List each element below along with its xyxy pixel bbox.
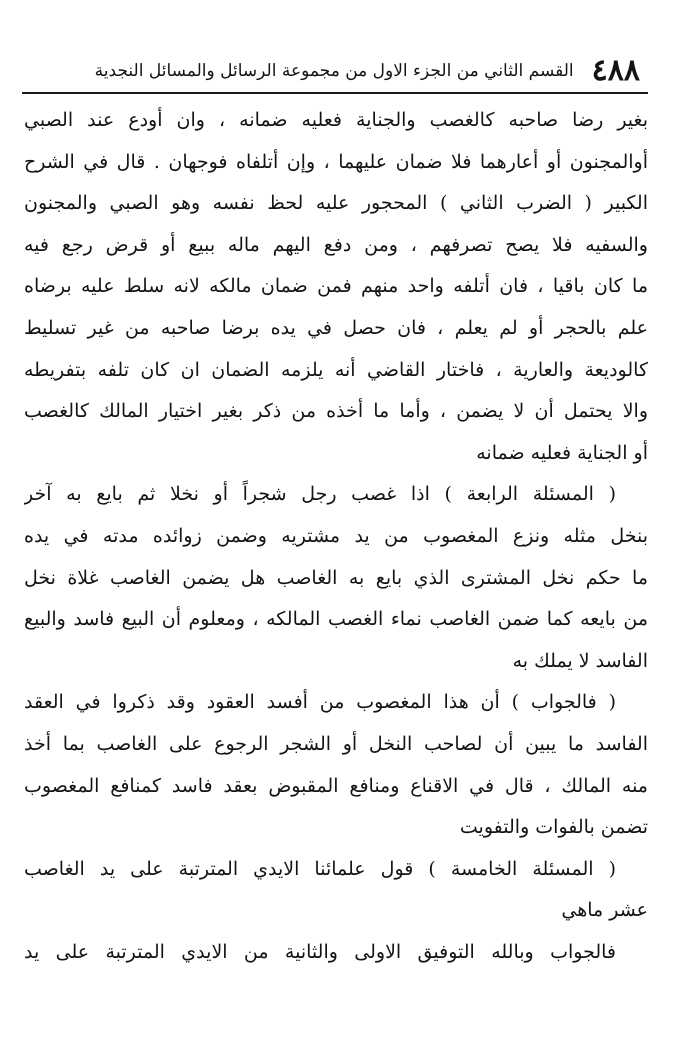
text-line: ما حكم نخل المشترى الذي بايع به الغاصب هل يضمن الغاصب غلاة نخل [24,566,648,589]
page-number: ٤٨٨ [591,53,640,88]
text-line: ( المسئلة الرابعة ) اذا غصب رجل شجراً أو نخلا ثم بايع به آخر [24,483,616,506]
text-line: ما كان باقيا ، فان أتلفه واحد منهم فمن ضمان مالكه لانه سلط عليه برضاه [24,275,648,298]
text-line: بنخل مثله ونزع المغصوب من يد مشتريه وضمن زوائده مدته في يده [24,524,648,547]
text-line: أو الجناية فعليه ضمانه [476,441,648,464]
text-line: علم بالحجر أو لم يعلم ، فان حصل في يده برضا صاحبه من غير تسليط [24,316,648,339]
running-title: القسم الثاني من الجزء الاول من مجموعة الرسائل والمسائل النجدية [94,61,574,81]
text-line: كالوديعة والعارية ، فاختار القاضي أنه يلزمه الضمان ان كان تلفه بتفريطه [24,358,648,381]
header-rule [22,92,648,94]
text-line: بغير رضا صاحبه كالغصب والجناية فعليه ضمانه ، وان أودع عند الصبي [24,109,648,131]
text-line: ( المسئلة الخامسة ) قول علمائنا الايدي المترتبة على يد الغاصب [24,857,616,880]
text-line: عشر ماهي [561,899,648,922]
text-line: من بايعه كما ضمن الغاصب نماء الغصب المالكه ، ومعلوم أن البيع فاسد والبيع [24,608,648,631]
text-line: الفاسد لا يملك به [512,649,648,672]
text-line: الفاسد ما يبين أن لصاحب النخل أو الشجر الرجوع على الغاصب بما أخذ [24,732,648,755]
text-line: منه المالك ، قال في الاقناع ومنافع المقبوض بعقد فاسد كمنافع المغصوب [24,774,648,797]
text-line: والسفيه فلا يصح تصرفهم ، ومن دفع اليهم ماله ببيع أو قرض رجع فيه [24,233,648,256]
text-line: فالجواب وبالله التوفيق الاولى والثانية من الايدي المترتبة على يد [24,940,616,963]
text-line: الكبير ( الضرب الثاني ) المحجور عليه لحظ نفسه وهو الصبي والمجنون [24,192,648,215]
text-line: أوالمجنون أو أعارهما فلا ضمان عليهما ، وإن أتلفاه فوجهان . قال في الشرح [24,150,648,173]
text-line: ( فالجواب ) أن هذا المغصوب من أفسد العقود وقد ذكروا في العقد [24,691,616,714]
text-line: تضمن بالفوات والتفويت [459,816,648,839]
text-line: والا يحتمل أن لا يضمن ، وأما ما أخذه من ذكر بغير اختيار المالك كالغصب [24,400,648,423]
body-text [24,100,648,973]
page-header [40,52,640,90]
